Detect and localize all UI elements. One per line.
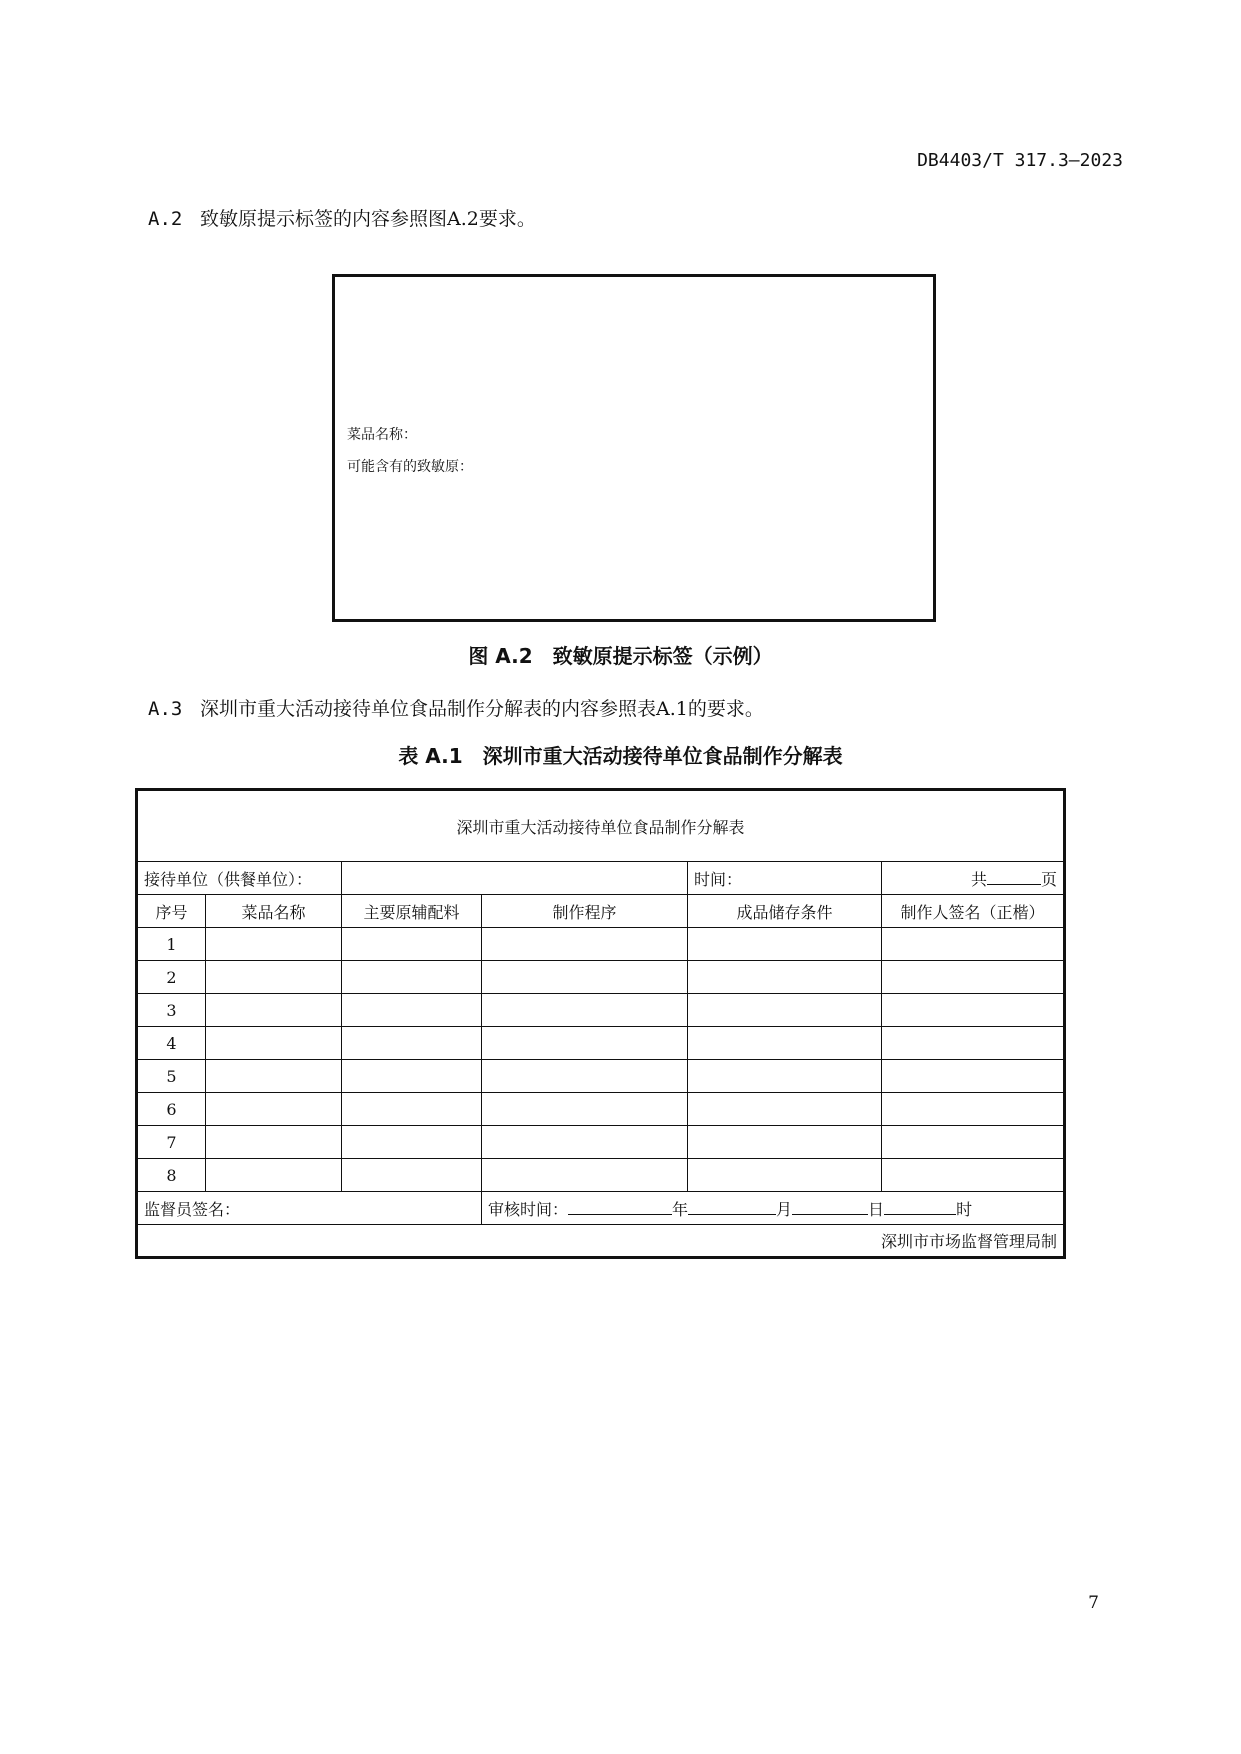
table-caption: 表 A.1 深圳市重大活动接待单位食品制作分解表: [398, 744, 843, 768]
allergens-label: 可能含有的致敏原：: [347, 459, 473, 475]
column-header: 主要原辅配料: [342, 895, 482, 928]
table-header-row: [137, 895, 1065, 928]
table-cell[interactable]: [688, 994, 882, 1027]
review-time: [482, 1192, 1065, 1225]
table-cell[interactable]: [882, 1093, 1065, 1126]
table-cell[interactable]: [688, 1093, 882, 1126]
figure-caption: 图 A.2 致敏原提示标签（示例）: [468, 644, 773, 668]
table-cell[interactable]: [482, 1159, 688, 1192]
clause-a3-text: 深圳市重大活动接待单位食品制作分解表的内容参照表A.1的要求。: [200, 698, 764, 720]
pages-blank[interactable]: [987, 870, 1041, 885]
table-cell[interactable]: [482, 1093, 688, 1126]
month-label: 月: [776, 1199, 793, 1219]
table-row: [137, 961, 1065, 994]
column-header: 序号: [137, 895, 206, 928]
clause-a2: [148, 204, 536, 231]
table-cell[interactable]: [688, 928, 882, 961]
column-header: 制作人签名（正楷）: [882, 895, 1065, 928]
day-blank[interactable]: [792, 1200, 868, 1215]
table-cell[interactable]: [342, 1093, 482, 1126]
food-production-table: [135, 788, 1066, 1259]
signature-row: [137, 1192, 1065, 1225]
row-number: 8: [137, 1159, 206, 1192]
year-label: 年: [672, 1199, 689, 1219]
pages-prefix: 共: [970, 869, 987, 889]
document-code: DB4403/T 317.3—2023: [917, 150, 1123, 171]
page-count: [882, 862, 1065, 895]
table-cell[interactable]: [882, 1027, 1065, 1060]
time-label: 时间：: [688, 862, 882, 895]
row-number: 2: [137, 961, 206, 994]
table-info-row: [137, 862, 1065, 895]
day-label: 日: [868, 1199, 885, 1219]
table-row: [137, 994, 1065, 1027]
clause-a2-text: 致敏原提示标签的内容参照图A.2要求。: [200, 208, 536, 230]
row-number: 5: [137, 1060, 206, 1093]
unit-value[interactable]: [342, 862, 688, 895]
hour-blank[interactable]: [884, 1200, 956, 1215]
table-cell[interactable]: [882, 1159, 1065, 1192]
table-cell[interactable]: [342, 1027, 482, 1060]
table-cell[interactable]: [882, 1060, 1065, 1093]
table-title-row: [137, 790, 1065, 862]
table-cell[interactable]: [482, 1060, 688, 1093]
supervisor-signature[interactable]: 监督员签名：: [137, 1192, 482, 1225]
table-row: [137, 1159, 1065, 1192]
table-cell[interactable]: [206, 994, 342, 1027]
table-cell[interactable]: [342, 994, 482, 1027]
table-cell[interactable]: [206, 1027, 342, 1060]
table-cell[interactable]: [342, 1060, 482, 1093]
table-row: [137, 1060, 1065, 1093]
table-cell[interactable]: [482, 994, 688, 1027]
table-cell[interactable]: [342, 961, 482, 994]
table-cell[interactable]: [482, 928, 688, 961]
page-number: 7: [1088, 1593, 1099, 1613]
table-cell[interactable]: [482, 961, 688, 994]
review-label: 审核时间：: [488, 1199, 569, 1219]
table-cell[interactable]: [342, 928, 482, 961]
year-blank[interactable]: [568, 1200, 672, 1215]
table-cell[interactable]: [688, 1126, 882, 1159]
clause-a3-number: A.3: [148, 698, 183, 720]
table-cell[interactable]: [482, 1126, 688, 1159]
table-cell[interactable]: [882, 1126, 1065, 1159]
table-cell[interactable]: [688, 1027, 882, 1060]
unit-label: 接待单位（供餐单位）：: [137, 862, 342, 895]
pages-suffix: 页: [1041, 869, 1058, 889]
clause-a3: [148, 694, 764, 721]
column-header: 制作程序: [482, 895, 688, 928]
row-number: 7: [137, 1126, 206, 1159]
column-header: 菜品名称: [206, 895, 342, 928]
table-cell[interactable]: [882, 994, 1065, 1027]
table-cell[interactable]: [206, 928, 342, 961]
table-cell[interactable]: [206, 1126, 342, 1159]
table-cell[interactable]: [882, 961, 1065, 994]
hour-label: 时: [956, 1199, 973, 1219]
row-number: 4: [137, 1027, 206, 1060]
table-cell[interactable]: [342, 1159, 482, 1192]
clause-a2-number: A.2: [148, 208, 183, 230]
table-cell[interactable]: [688, 961, 882, 994]
table-cell[interactable]: [688, 1060, 882, 1093]
month-blank[interactable]: [688, 1200, 776, 1215]
issuer: 深圳市市场监督管理局制: [137, 1225, 1065, 1258]
table-cell[interactable]: [882, 928, 1065, 961]
row-number: 6: [137, 1093, 206, 1126]
allergen-label-example: [332, 274, 936, 622]
dish-name-label: 菜品名称：: [347, 427, 417, 443]
table-cell[interactable]: [206, 961, 342, 994]
table-cell[interactable]: [688, 1159, 882, 1192]
table-cell[interactable]: [342, 1126, 482, 1159]
table-row: [137, 1027, 1065, 1060]
table-cell[interactable]: [206, 1060, 342, 1093]
table-row: [137, 1126, 1065, 1159]
table-title: 深圳市重大活动接待单位食品制作分解表: [137, 790, 1065, 862]
table-row: [137, 1093, 1065, 1126]
column-header: 成品储存条件: [688, 895, 882, 928]
row-number: 3: [137, 994, 206, 1027]
table-row: [137, 928, 1065, 961]
table-cell[interactable]: [482, 1027, 688, 1060]
issuer-row: [137, 1225, 1065, 1258]
table-cell[interactable]: [206, 1093, 342, 1126]
row-number: 1: [137, 928, 206, 961]
table-cell[interactable]: [206, 1159, 342, 1192]
